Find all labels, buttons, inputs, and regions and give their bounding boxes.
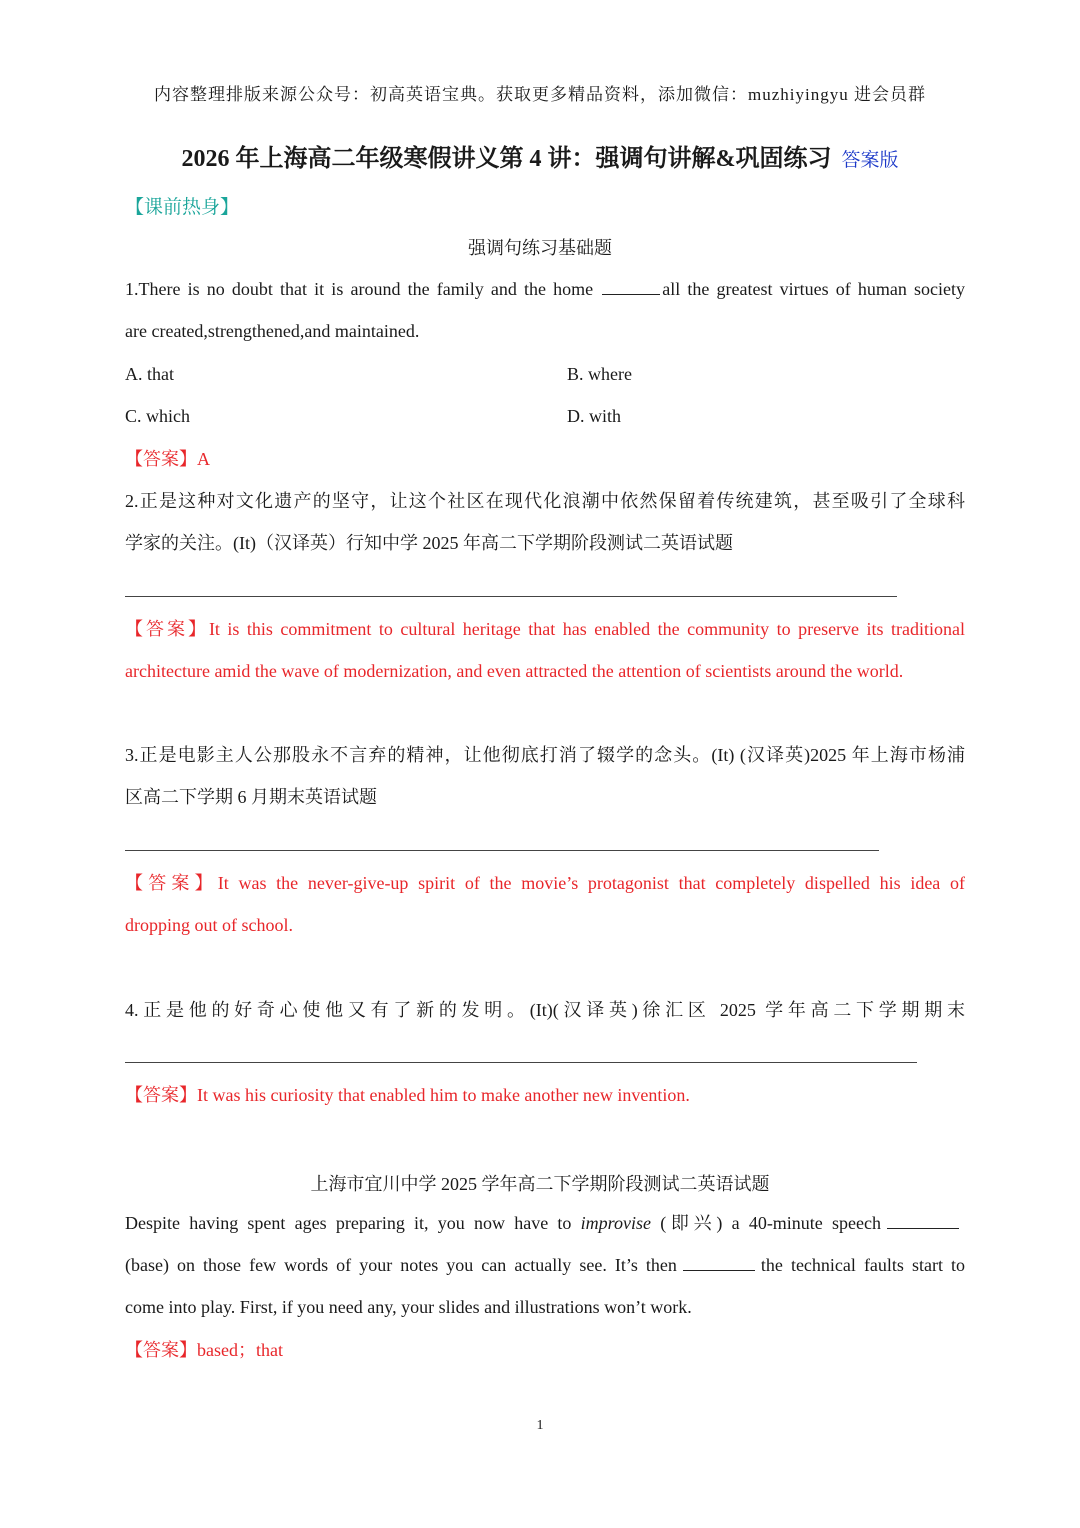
q3-answer-line [125,850,879,851]
q4-answer-label: 【答案】 [125,1085,197,1105]
exercise-subtitle: 强调句练习基础题 [468,238,612,258]
q1-text-b: all the greatest virtues of human society [662,279,965,299]
q3-answer-line2: dropping out of school. [125,915,293,935]
passage-answer-label: 【答案】 [125,1340,197,1360]
passage-text-b: (即兴) a 40-minute speech [650,1213,881,1233]
passage-text-d: the technical faults start to [760,1255,966,1275]
answer-version-tag: 答案版 [841,150,899,171]
passage-line1 [125,1202,965,1244]
q3-line1: 3.正是电影主人公那股永不言弃的精神，让他彻底打消了辍学的念头。(It) (汉译英)2025 年上海市杨浦 [125,745,965,765]
q4-answer-text: It was his curiosity that enabled him to make another new invention. [197,1085,690,1105]
q2-line1: 2.正是这种对文化遗产的坚守，让这个社区在现代化浪潮中依然保留着传统建筑，甚至吸引了全球科 [125,491,965,511]
q2-answer-line [125,596,897,597]
q1-answer-label: 【答案】 [125,449,197,469]
q3-answer-line1 [125,862,965,904]
q4-answer [125,1074,965,1116]
passage-text-c: (base) on those few words of your notes you can actually see. It’s then [125,1255,677,1275]
page-number: 1 [536,1418,544,1433]
passage-blank-1 [887,1214,959,1229]
passage-line3: come into play. First, if you need any, your slides and illustrations won’t work. [125,1297,692,1317]
q3-answer-label: 【答案】 [125,873,218,893]
section-heading: 【课前热身】 [125,197,240,218]
q1-answer [125,438,965,480]
q2-answer-text1: It is this commitment to cultural heritage that has enabled the community to preserve its traditional [208,619,965,639]
q4-line1: 4.正是他的好奇心使他又有了新的发明。(It)(汉译英)徐汇区 2025 学年高二下学期期末 [125,1000,965,1020]
passage-blank-2 [683,1256,755,1271]
q2-answer-line2: architecture amid the wave of modernization, and even attracted the attention of scientists around the world. [125,661,904,681]
q3-answer-text1: It was the never-give-up spirit of the movie’s protagonist that completely dispelled his idea of [217,873,965,893]
q1-line2: are created,strengthened,and maintained. [125,321,420,341]
q1-text-a: 1.There is no doubt that it is around the family and the home [125,279,601,299]
passage-answer [125,1329,965,1371]
page-header: 内容整理排版来源公众号：初高英语宝典。获取更多精品资料，添加微信：muzhiyingyu 进会员群 [154,85,926,104]
q4-answer-line [125,1062,917,1063]
passage-text-a: Despite having spent ages preparing it, you now have to [125,1213,581,1233]
passage-italic-word: improvise [580,1213,651,1233]
passage-answer-text: based；that [197,1340,283,1360]
q1-option-a: A. that [125,364,174,384]
q1-line1 [125,268,965,310]
q3-line2: 区高二下学期 6 月期末英语试题 [125,787,377,807]
q1-answer-text: A [197,449,210,469]
q1-option-c: C. which [125,406,190,426]
q1-option-d: D. with [567,406,621,426]
passage-line2 [125,1244,965,1286]
title-main: 2026 年上海高二年级寒假讲义第 4 讲：强调句讲解&巩固练习 [181,146,832,172]
q2-line2: 学家的关注。(It)（汉译英）行知中学 2025 年高二下学期阶段测试二英语试题 [125,533,733,553]
q2-answer-label: 【答案】 [125,619,209,639]
q1-option-b: B. where [567,364,632,384]
q2-answer-line1 [125,608,965,650]
page-title [0,138,1080,173]
q1-blank [602,280,660,295]
passage-source: 上海市宜川中学 2025 学年高二下学期阶段测试二英语试题 [310,1174,770,1194]
